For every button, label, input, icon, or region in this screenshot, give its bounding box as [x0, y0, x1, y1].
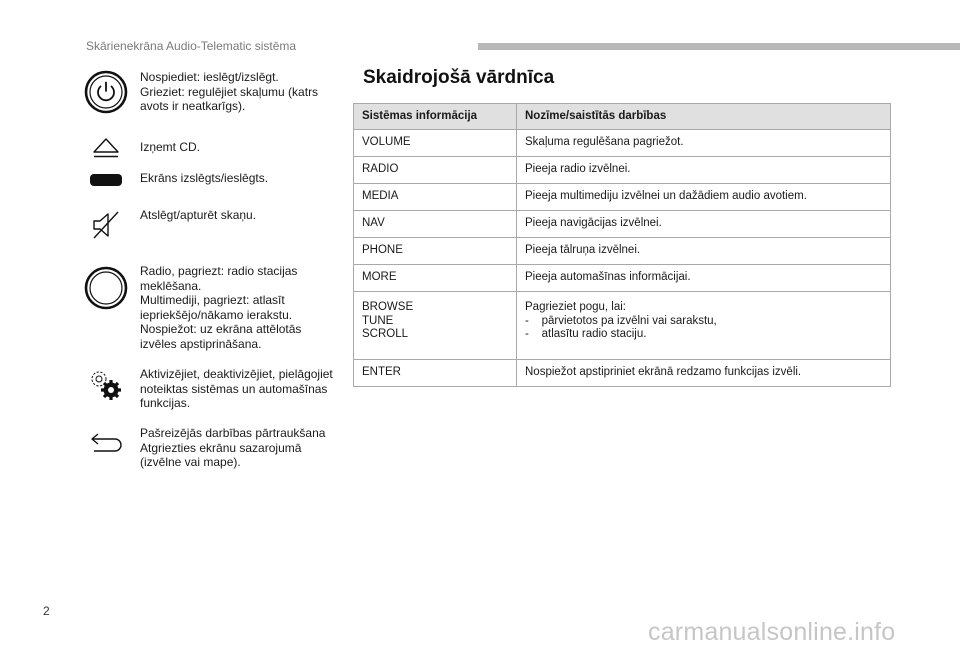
control-desc-line: meklēšana.: [140, 278, 202, 293]
term-line: BROWSE: [362, 301, 414, 313]
control-desc-line: avots ir neatkarīgs).: [140, 99, 246, 113]
meaning-line: - atlasītu radio staciju.: [525, 328, 647, 340]
screen-toggle-icon: [80, 173, 132, 187]
control-desc-line: Grieziet: regulējiet skaļumu (katrs: [140, 84, 319, 99]
glossary-table: [353, 103, 891, 387]
table-row: [354, 238, 891, 265]
term-cell: [354, 292, 517, 360]
term-cell: PHONE: [354, 238, 517, 265]
meaning-cell: Pieeja automašīnas informācijai.: [517, 265, 891, 292]
control-desc-line: iepriekšējo/nākamo ierakstu.: [140, 307, 293, 322]
table-row: [354, 130, 891, 157]
meaning-line: Pagrieziet pogu, lai:: [525, 301, 627, 313]
term-cell: NAV: [354, 211, 517, 238]
table-header-row: [354, 104, 891, 130]
table-row: [354, 265, 891, 292]
control-desc-line: Radio, pagriezt: radio stacijas: [140, 264, 298, 278]
power-knob-icon: [80, 70, 132, 114]
control-desc-line: Nospiediet: ieslēgt/izslēgt.: [140, 70, 279, 84]
meaning-line: - pārvietotos pa izvēlni vai sarakstu,: [525, 314, 717, 327]
control-desc-line: Izņemt CD.: [140, 140, 201, 154]
control-desc-line: Atslēgt/apturēt skaņu.: [140, 208, 257, 222]
header-title: Skārienekrāna Audio-Telematic sistēma: [86, 39, 297, 53]
meaning-cell: Pieeja navigācijas izvēlnei.: [517, 211, 891, 238]
table-row: [354, 184, 891, 211]
control-desc-line: Ekrāns izslēgts/ieslēgts.: [140, 171, 269, 185]
meaning-cell: [517, 292, 891, 360]
meaning-cell: Pieeja tālruņa izvēlnei.: [517, 238, 891, 265]
term-line: SCROLL: [362, 328, 409, 340]
table-row: [354, 292, 891, 360]
table-row: [354, 211, 891, 238]
glossary-title: Skaidrojošā vārdnīca: [363, 67, 555, 88]
settings-gears-icon: [80, 367, 132, 403]
page-number: 2: [43, 604, 50, 618]
control-desc-line: izvēles apstiprināšana.: [140, 336, 262, 351]
header-bar: [478, 43, 960, 50]
watermark: carmanualsonline.info: [648, 618, 896, 646]
rotary-knob-icon: [80, 266, 132, 310]
table-row: [354, 360, 891, 387]
control-desc-line: (izvēlne vai mape).: [140, 455, 241, 469]
control-desc-line: Aktivizējiet, deaktivizējiet, pielāgojiet: [140, 367, 333, 381]
term-cell: VOLUME: [354, 130, 517, 157]
term-line: TUNE: [362, 314, 394, 327]
control-desc-line: Atgriezties ekrānu sazarojumā: [140, 440, 302, 455]
meaning-cell: Pieeja radio izvēlnei.: [517, 157, 891, 184]
column-header-meaning: Nozīme/saistītās darbības: [517, 104, 891, 130]
eject-icon: [80, 136, 132, 160]
mute-icon: [80, 208, 132, 242]
meaning-cell: Nospiežot apstipriniet ekrānā redzamo funkcijas izvēli.: [517, 360, 891, 387]
control-desc-line: Pašreizējās darbības pārtraukšana: [140, 426, 326, 440]
column-header-term: Sistēmas informācija: [354, 104, 517, 130]
meaning-cell: Pieeja multimediju izvēlnei un dažādiem audio avotiem.: [517, 184, 891, 211]
term-cell: RADIO: [354, 157, 517, 184]
term-cell: MORE: [354, 265, 517, 292]
table-row: [354, 157, 891, 184]
back-arrow-icon: [80, 430, 132, 456]
control-desc-line: funkcijas.: [140, 396, 191, 410]
control-desc-line: Nospiežot: uz ekrāna attēlotās: [140, 322, 302, 336]
meaning-cell: Skaļuma regulēšana pagriežot.: [517, 130, 891, 157]
term-cell: MEDIA: [354, 184, 517, 211]
term-cell: ENTER: [354, 360, 517, 387]
control-desc-line: noteiktas sistēmas un automašīnas: [140, 381, 328, 396]
control-desc-line: Multimediji, pagriezt: atlasīt: [140, 293, 285, 307]
